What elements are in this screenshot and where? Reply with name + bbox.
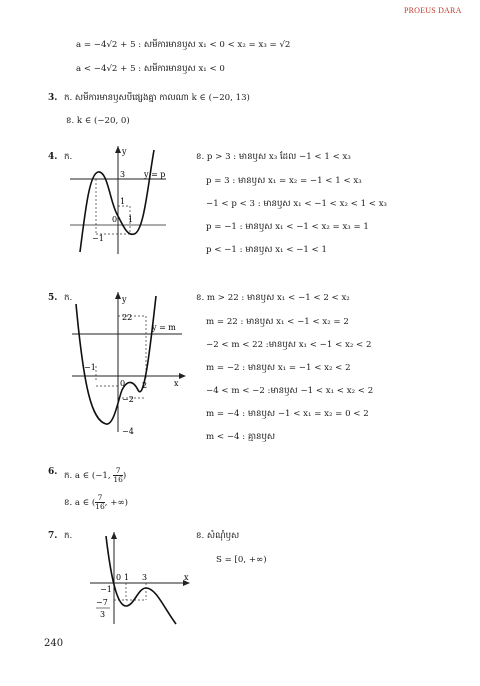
q6-part-b: ខ. a ∈ ( $\frac{7}{16}$ , +∞) — [64, 493, 128, 511]
q4-label: ក. — [64, 152, 73, 162]
top-line-1: a = −4√2 + 5 : សមីការមានឫស x₁ < 0 < x₂ = x₃ = √2 — [76, 40, 291, 50]
top-line-2: a < −4√2 + 5 : សមីការមានឫស x₁ < 0 — [76, 64, 225, 74]
q5-label-0: 0 — [120, 379, 126, 388]
q5-x-label: x — [174, 379, 179, 388]
q4-row-4: p = −1 : មានឫស x₁ < −1 < x₂ = x₃ = 1 — [206, 222, 369, 232]
q4-label-0: 0 — [112, 215, 118, 224]
q7-label-neg1: −1 — [100, 585, 112, 594]
brand-header: PROEUS DARA — [404, 6, 462, 15]
q7-label-1: 1 — [124, 573, 130, 582]
q5-label: ក. — [64, 293, 73, 303]
q4-y-arrow — [115, 146, 121, 153]
q3-part-b: ខ. k ∈ (−20, 0) — [66, 116, 130, 126]
q7-graph — [86, 530, 196, 626]
q5-row-6: m = −4 : មានឫស −1 < x₁ = x₂ = 0 < 2 — [206, 409, 369, 419]
q4-row-3: −1 < p < 3 : មានឫស x₁ < −1 < x₂ < 1 < x₃ — [206, 199, 387, 209]
q5-label-line: y = m — [152, 323, 176, 332]
q7-label-3: 3 — [142, 573, 148, 582]
q3-number: 3. — [48, 93, 58, 103]
q3-part-a: ក. សមីការមានឫសបីផ្សេងគ្នា កាលណា k ∈ (−20, 13) — [64, 93, 250, 103]
q5-row-3: −2 < m < 22 :មានឫស x₁ < −1 < x₂ < 2 — [206, 340, 372, 350]
q5-label-neg2: −2 — [122, 395, 134, 404]
q4-label-line: y = p — [144, 170, 166, 179]
q4-row-2: p = 3 : មានឫស x₁ = x₂ = −1 < 1 < x₃ — [206, 176, 362, 186]
q5-row-7: m < −4 : គ្មានឫស — [206, 432, 276, 442]
q7-x-label: x — [184, 573, 189, 582]
q7-number: 7. — [48, 531, 58, 541]
q4-graph — [66, 144, 170, 256]
q6-part-a: ក. a ∈ (−1, $\frac{7}{16}$ ) — [64, 466, 127, 484]
q7-part-b-title: ខ. សំណុំឫស — [196, 531, 240, 541]
q5-row-2: m = 22 : មានឫស x₁ < −1 < x₂ = 2 — [206, 317, 349, 327]
q4-row-5: p < −1 : មានឫស x₁ < −1 < 1 — [206, 245, 327, 255]
q5-row-1: ខ. m > 22 : មានឫស x₁ < −1 < 2 < x₂ — [196, 293, 350, 303]
q4-label-3: 3 — [120, 170, 126, 179]
q5-label-22: 22 — [122, 313, 133, 322]
q5-label-neg4: −4 — [122, 427, 134, 436]
q6-number: 6. — [48, 467, 58, 477]
q4-label-1x: 1 — [128, 215, 134, 224]
q5-label-neg1: −1 — [84, 363, 96, 372]
q7-solution: S = [0, +∞) — [216, 555, 267, 565]
q4-row-1: ខ. p > 3 : មានឫស x₃ ដែល −1 < 1 < x₃ — [196, 152, 351, 162]
q5-row-4: m = −2 : មានឫស x₁ = −1 < x₂ < 2 — [206, 363, 351, 373]
q5-curve — [76, 296, 156, 424]
q5-label-2: 2 — [142, 381, 148, 390]
q5-row-5: −4 < m < −2 :មានឫស −1 < x₁ < x₂ < 2 — [206, 386, 374, 396]
q5-graph — [70, 290, 190, 436]
q4-number: 4. — [48, 152, 58, 162]
q4-y-label: y — [122, 147, 127, 156]
q5-number: 5. — [48, 293, 58, 303]
q5-y-label: y — [122, 295, 127, 304]
q7-label-3den: 3 — [100, 610, 106, 619]
page-number: 240 — [44, 638, 64, 649]
q7-label-0: 0 — [116, 573, 122, 582]
q4-label-1y: 1 — [120, 197, 126, 206]
q7-label-neg7: −7 — [96, 598, 108, 607]
q7-label: ក. — [64, 531, 73, 541]
q4-label-neg1: −1 — [92, 234, 104, 243]
